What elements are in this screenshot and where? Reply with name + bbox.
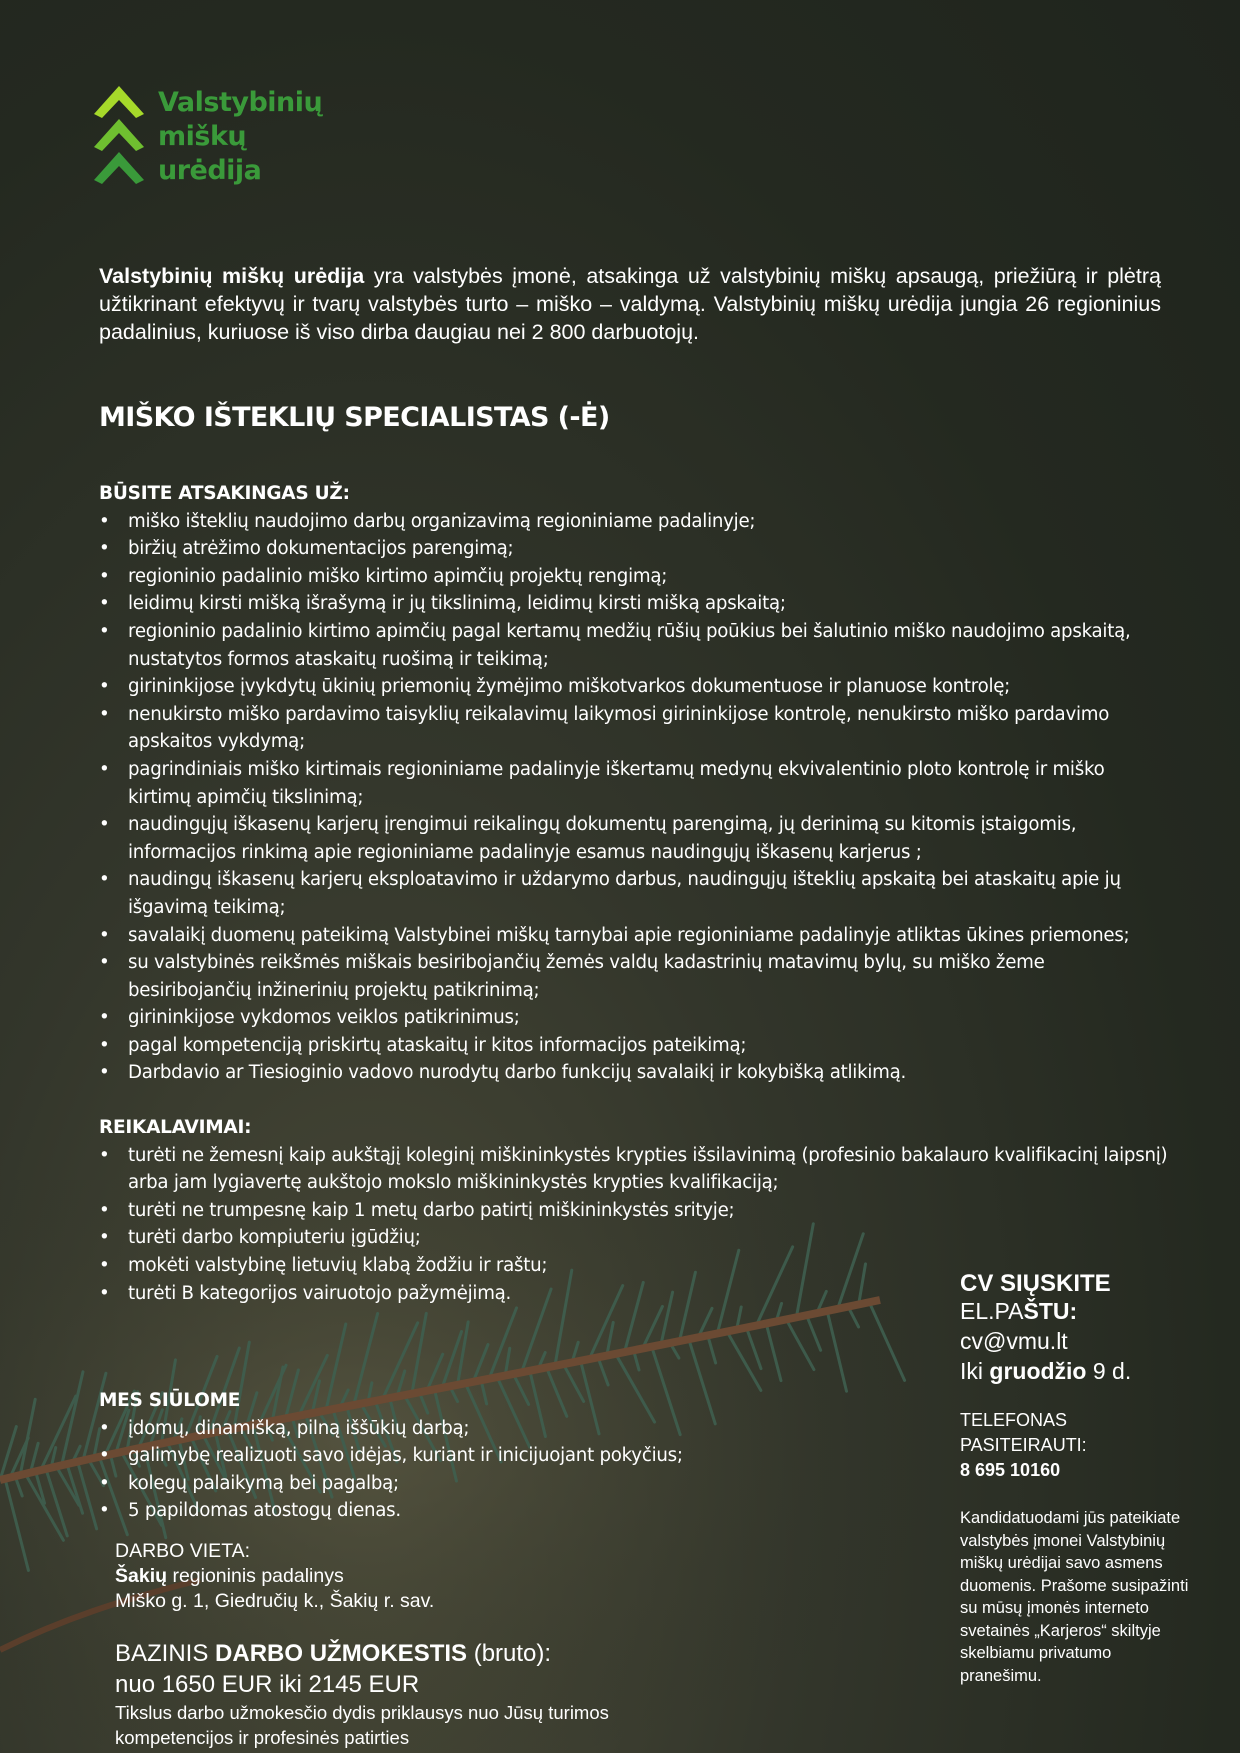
workplace-block [115,1539,434,1614]
list-item: • girininkijose įvykdytų ūkinių priemonių žymėjimo miškotvarkos dokumentuose ir planuose kontrolę; [99,673,1169,701]
workplace-unit-name: Šakių [115,1565,168,1587]
salary-range: nuo 1650 EUR iki 2145 EUR [115,1671,420,1698]
email-link[interactable]: cv@vmu.lt [960,1328,1068,1354]
list-item: • įdomų, dinamišką, pilną iššūkių darbą; [99,1415,683,1443]
list-item: • girininkijose vykdomos veiklos patikrinimus; [99,1004,1169,1032]
cv-heading: CV SIŲSKITE [960,1270,1111,1297]
deadline-pre: Iki [960,1358,990,1384]
salary-label-pre: BAZINIS [115,1640,216,1667]
main-content [99,480,1169,1307]
workplace-unit-suffix: regioninis padalinys [167,1565,344,1587]
contact-column [960,1270,1190,1687]
deadline-day: 9 d. [1086,1358,1132,1384]
list-item: • biržių atrėžimo dokumentacijos parengimą; [99,535,1169,563]
list-item: • savalaikį duomenų pateikimą Valstybinei miškų tarnybai apie regioniniame padalinyje atliktas ūkines priemones; [99,922,1169,950]
list-item: • regioninio padalinio kirtimo apimčių pagal kertamų medžių rūšių poūkius bei šalutinio miško naudojimo apskaitą, nustatytos formos ataskaitų ruošimą ir teikimą; [99,618,1169,673]
list-item: • turėti darbo kompiuteriu įgūdžių; [99,1224,1174,1252]
email-label-pre: EL.PA [960,1298,1024,1324]
salary-label-post: (bruto): [467,1640,552,1667]
company-name: Valstybinių miškų urėdija [99,264,365,288]
intro-text: yra valstybės įmonė, atsakinga už valstybinių miškų apsaugą, priežiūrą ir plėtrą užtikrinant efektyvų ir tvarų valstybės turto – miško – valdymą. Valstybinių miškų urėdija jungia 26 regioninius padalinius, kuriuose iš viso dirba daugiau nei 2 800 darbuotojų. [99,264,1161,344]
email-label [960,1297,1190,1326]
privacy-notice: Kandidatuodami jūs pateikiate valstybės įmonei Valstybinių miškų urėdijai savo asmens duomenis. Prašome susipažinti su mūsų įmonės interneto svetainės „Karjeros“ skiltyje skelbiamu privatumo pranešimu. [960,1509,1189,1685]
list-item: • naudingų iškasenų karjerų eksploatavimo ir uždarymo darbus, naudingųjų išteklių apskaitą bei ataskaitų apie jų išgavimą teikimą; [99,866,1169,921]
tree-logo-icon [94,86,144,186]
list-item: • miško išteklių naudojimo darbų organizavimą regioniniame padalinyje; [99,508,1169,536]
logo-line-2: miškų [158,121,247,152]
salary-block [115,1638,635,1750]
logo-wordmark [158,86,322,188]
list-item: • mokėti valstybinę lietuvių klabą žodžiu ir raštu; [99,1252,1174,1280]
list-item: • su valstybinės reikšmės miškais besiribojančių žemės valdų kadastrinių matavimų bylų, su miško žeme besiribojančių inžinerinių projektų patikrinimą; [99,949,1169,1004]
list-item: • 5 papildomas atostogų dienas. [99,1497,683,1525]
job-title: MIŠKO IŠTEKLIŲ SPECIALISTAS (-Ė) [99,402,610,433]
logo-line-3: urėdija [158,155,262,186]
salary-note: Tikslus darbo užmokesčio dydis priklausys nuo Jūsų turimos kompetencijos ir profesinės patirties [115,1702,609,1748]
list-item: • regioninio padalinio miško kirtimo apimčių projektų rengimą; [99,563,1169,591]
salary-label-bold: DARBO UŽMOKESTIS [215,1640,468,1667]
list-item: • nenukirsto miško pardavimo taisyklių reikalavimų laikymosi girininkijose kontrolę, nenukirsto miško pardavimo apskaitos vykdymą; [99,701,1169,756]
deadline [960,1356,1190,1386]
list-item: • turėti B kategorijos vairuotojo pažymėjimą. [99,1280,1174,1308]
workplace-address: Miško g. 1, Giedručių k., Šakių r. sav. [115,1590,435,1612]
logo-line-1: Valstybinių [158,87,323,118]
responsibilities-list [99,508,1169,1087]
phone-label: TELEFONAS PASITEIRAUTI: [960,1410,1087,1455]
offer-section [99,1387,683,1525]
offer-list [99,1415,683,1525]
list-item: • pagrindiniais miško kirtimais regioniniame padalinyje iškertamų medynų ekvivalentinio ploto kontrolę ir miško kirtimų apimčių tikslinimą; [99,756,1169,811]
list-item: • pagal kompetenciją priskirtų ataskaitų ir kitos informacijos pateikimą; [99,1032,1169,1060]
list-item: • Darbdavio ar Tiesioginio vadovo nurodytų darbo funkcijų savalaikį ir kokybišką atlikimą. [99,1059,1169,1087]
offer-heading: MES SIŪLOME [99,1390,241,1411]
list-item: • leidimų kirsti mišką išrašymą ir jų tikslinimą, leidimų kirsti mišką apskaitą; [99,590,1169,618]
workplace-unit [115,1564,434,1589]
responsibilities-heading: BŪSITE ATSAKINGAS UŽ: [99,483,350,504]
list-item: • kolegų palaikymą bei pagalbą; [99,1470,683,1498]
list-item: • turėti ne trumpesnę kaip 1 metų darbo patirtį miškininkystės srityje; [99,1197,1174,1225]
workplace-label: DARBO VIETA: [115,1540,251,1562]
phone-number[interactable]: 8 695 10160 [960,1460,1061,1480]
salary-label [115,1638,635,1670]
requirements-heading: REIKALAVIMAI: [99,1117,252,1139]
email-label-bold: ŠTU: [1023,1298,1078,1324]
list-item: • galimybę realizuoti savo idėjas, kuriant ir inicijuojant pokyčius; [99,1442,683,1470]
list-item: • turėti ne žemesnį kaip aukštąjį koleginį miškininkystės krypties išsilavinimą (profesinio bakalauro kvalifikacinį laipsnį) arba jam lygiavertę aukštojo mokslo miškininkystės krypties kvalifikaciją; [99,1142,1174,1197]
deadline-month: gruodžio [989,1358,1087,1384]
company-logo [94,86,354,186]
company-intro [99,262,1161,346]
list-item: • naudingųjų iškasenų karjerų įrengimui reikalingų dokumentų parengimą, jų derinimą su kitomis įstaigomis, informacijos rinkimą apie regioniniame padalinyje esamus naudingųjų iškasenų karjerus ; [99,811,1169,866]
